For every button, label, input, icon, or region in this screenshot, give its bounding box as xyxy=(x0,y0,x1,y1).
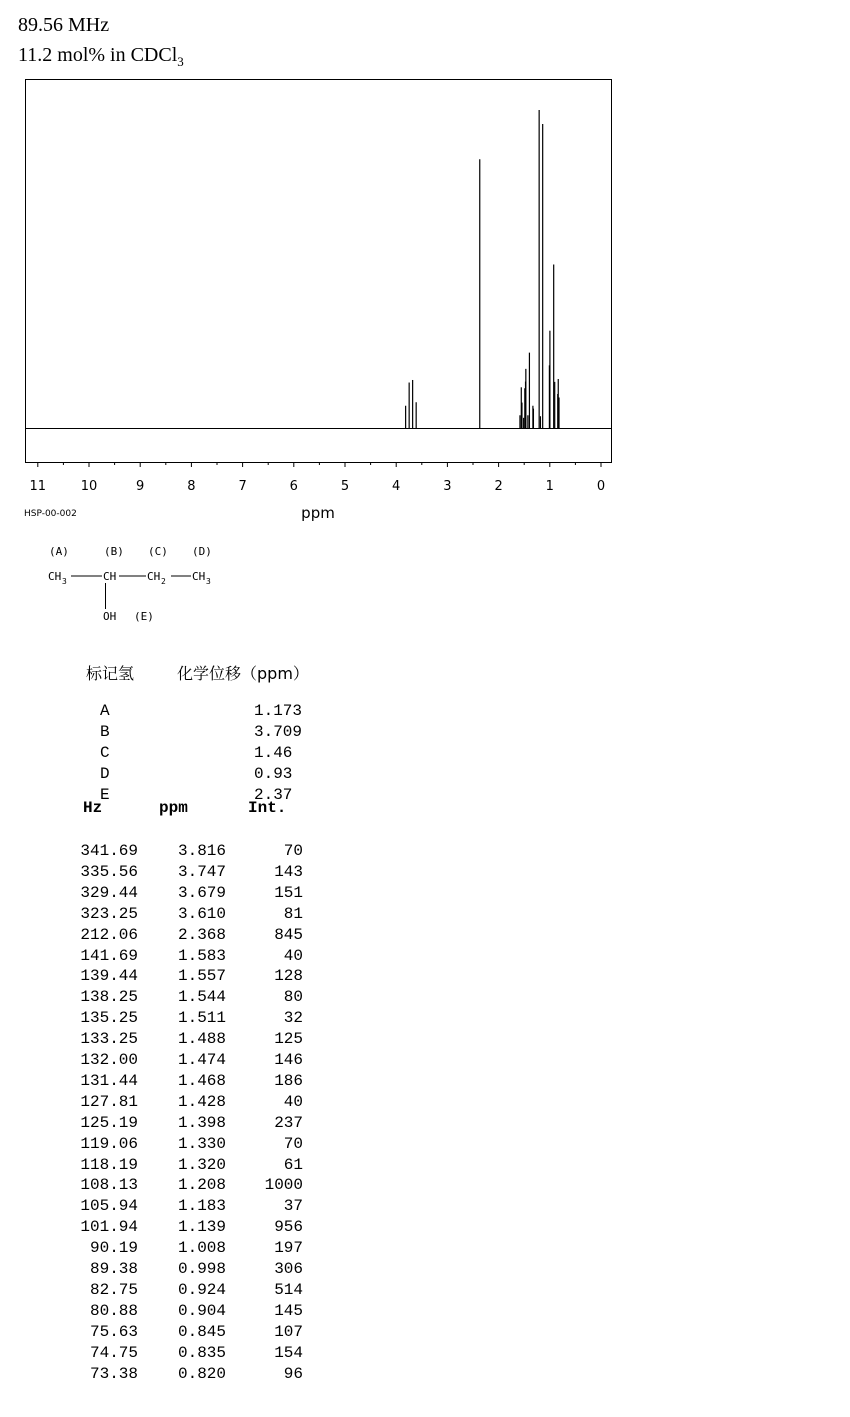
peak-hz: 108.13 xyxy=(80,1176,138,1195)
peak-row xyxy=(0,1114,400,1135)
peak-row xyxy=(0,1197,400,1218)
peak-row xyxy=(0,1260,400,1281)
peak-hz: 101.94 xyxy=(80,1218,138,1237)
peak-row xyxy=(0,1176,400,1197)
peak-ppm: 0.820 xyxy=(177,1364,226,1383)
peak-row xyxy=(0,947,400,968)
peak-int: 96 xyxy=(283,1364,303,1383)
peak-hz: 127.81 xyxy=(80,1092,138,1111)
peak-int: 80 xyxy=(283,988,303,1007)
x-tick-label: 3 xyxy=(443,479,452,494)
peak-int: 306 xyxy=(274,1260,303,1278)
spectrum-peaks xyxy=(406,110,559,428)
peak-int: 186 xyxy=(274,1071,303,1090)
ch2-sub: 2 xyxy=(161,577,166,586)
peak-int: 514 xyxy=(274,1280,303,1299)
assignment-col-shift: 化学位移（ppm） xyxy=(177,664,309,683)
peak-row xyxy=(0,1093,400,1114)
solvent-text: 11.2 mol% in CDCl xyxy=(18,44,178,66)
assignment-value: 3.709 xyxy=(254,723,303,741)
label-a: (A) xyxy=(49,545,69,558)
assignment-label: D xyxy=(100,765,110,783)
label-d: (D) xyxy=(192,545,212,558)
x-tick-label: 7 xyxy=(238,479,247,494)
peak-ppm: 2.368 xyxy=(177,925,226,944)
peak-row xyxy=(0,1072,400,1093)
peak-row xyxy=(0,1323,400,1344)
peak-int: 154 xyxy=(274,1343,303,1362)
peak-ppm: 1.474 xyxy=(177,1051,226,1069)
ch-center: CH xyxy=(103,570,117,583)
x-tick-label: 11 xyxy=(29,479,47,494)
peak-int: 37 xyxy=(283,1197,303,1216)
peak-ppm: 1.008 xyxy=(177,1239,226,1258)
peak-header-ppm: ppm xyxy=(159,799,188,817)
peak-ppm: 1.583 xyxy=(177,946,226,965)
ch3-left-sub: 3 xyxy=(62,577,67,586)
peak-hz: 135.25 xyxy=(80,1009,138,1028)
peak-row xyxy=(0,988,400,1009)
peak-hz: 132.00 xyxy=(80,1051,138,1069)
x-tick-label: 1 xyxy=(545,479,554,494)
peak-ppm: 0.924 xyxy=(177,1280,226,1299)
ch3-right-sub: 3 xyxy=(206,577,211,586)
peak-hz: 89.38 xyxy=(89,1260,138,1278)
label-e: (E) xyxy=(134,610,154,623)
peak-ppm: 0.904 xyxy=(177,1301,226,1320)
peak-hz: 90.19 xyxy=(89,1239,138,1258)
x-tick-label: 8 xyxy=(187,479,196,494)
peak-row xyxy=(0,1281,400,1302)
peak-row xyxy=(0,863,400,884)
peak-ppm: 1.488 xyxy=(177,1030,226,1049)
peak-row xyxy=(0,884,400,905)
peak-int: 197 xyxy=(274,1239,303,1258)
peak-hz: 139.44 xyxy=(80,967,138,986)
peak-hz: 125.19 xyxy=(80,1113,138,1132)
peak-row xyxy=(0,1009,400,1030)
peak-int: 70 xyxy=(283,842,303,860)
peak-ppm: 3.747 xyxy=(177,862,226,881)
peak-hz: 82.75 xyxy=(89,1280,138,1299)
peak-int: 145 xyxy=(274,1301,303,1320)
peak-int: 128 xyxy=(274,967,303,986)
x-axis-label: ppm xyxy=(301,504,335,522)
peak-table-header xyxy=(0,799,400,821)
peak-int: 32 xyxy=(283,1009,303,1028)
peak-header-hz: Hz xyxy=(83,799,103,817)
peak-int: 956 xyxy=(274,1218,303,1237)
peak-row xyxy=(0,926,400,947)
peak-hz: 323.25 xyxy=(80,904,138,923)
peak-row xyxy=(0,842,400,863)
peak-ppm: 1.468 xyxy=(177,1071,226,1090)
peak-ppm: 0.845 xyxy=(177,1322,226,1341)
peak-int: 143 xyxy=(274,862,303,881)
oh-group: OH xyxy=(103,610,117,623)
assignment-label: E xyxy=(100,786,110,804)
peak-row xyxy=(0,1135,400,1156)
peak-ppm: 3.679 xyxy=(177,883,226,902)
peak-ppm: 1.544 xyxy=(177,988,226,1007)
peak-int: 40 xyxy=(283,946,303,965)
peak-row xyxy=(0,1239,400,1260)
peak-int: 70 xyxy=(283,1134,303,1153)
peak-ppm: 1.208 xyxy=(177,1176,226,1195)
solvent-subscript: 3 xyxy=(177,54,184,69)
peak-row xyxy=(0,967,400,988)
peak-ppm: 3.816 xyxy=(177,842,226,860)
peak-row xyxy=(0,1365,400,1386)
structure-diagram xyxy=(0,0,300,640)
peak-int: 151 xyxy=(274,883,303,902)
peak-row xyxy=(0,905,400,926)
ch2: CH xyxy=(147,570,161,583)
peak-hz: 133.25 xyxy=(80,1030,138,1049)
x-tick-label: 6 xyxy=(289,479,298,494)
x-tick-label: 10 xyxy=(80,479,98,494)
peak-int: 81 xyxy=(283,904,303,923)
ch3-left: CH xyxy=(48,570,62,583)
peak-ppm: 1.557 xyxy=(177,967,226,986)
peak-hz: 105.94 xyxy=(80,1197,138,1216)
x-tick-label: 2 xyxy=(494,479,503,494)
assignment-col-label: 标记氢 xyxy=(86,664,135,683)
peak-hz: 341.69 xyxy=(80,842,138,860)
peak-ppm: 0.835 xyxy=(177,1343,226,1362)
ch3-right: CH xyxy=(192,570,206,583)
assignment-value: 1.173 xyxy=(254,702,303,720)
assignment-value: 2.37 xyxy=(254,786,293,804)
peak-ppm: 0.998 xyxy=(177,1260,226,1278)
peak-ppm: 3.610 xyxy=(177,904,226,923)
peak-header-int: Int. xyxy=(248,799,287,817)
peak-int: 1000 xyxy=(264,1176,303,1195)
peak-ppm: 1.428 xyxy=(177,1092,226,1111)
peak-hz: 119.06 xyxy=(80,1134,138,1153)
peak-row xyxy=(0,1218,400,1239)
peak-ppm: 1.320 xyxy=(177,1155,226,1174)
peak-hz: 335.56 xyxy=(80,862,138,881)
assignment-label: C xyxy=(100,744,110,762)
peak-hz: 118.19 xyxy=(80,1155,138,1174)
peak-hz: 329.44 xyxy=(80,883,138,902)
peak-row xyxy=(0,1344,400,1365)
peak-hz: 141.69 xyxy=(80,946,138,965)
label-b: (B) xyxy=(104,545,124,558)
peak-row xyxy=(0,1302,400,1323)
peak-ppm: 1.139 xyxy=(177,1218,226,1237)
peak-ppm: 1.511 xyxy=(177,1009,226,1028)
peak-int: 107 xyxy=(274,1322,303,1341)
spectrometer-frequency: 89.56 MHz xyxy=(18,14,110,36)
peak-hz: 80.88 xyxy=(89,1301,138,1320)
x-tick-label: 9 xyxy=(136,479,145,494)
peak-int: 40 xyxy=(283,1092,303,1111)
peak-hz: 212.06 xyxy=(80,925,138,944)
peak-int: 845 xyxy=(274,925,303,944)
assignment-label: B xyxy=(100,723,110,741)
assignment-label: A xyxy=(100,702,110,720)
peak-hz: 75.63 xyxy=(89,1322,138,1341)
peak-row xyxy=(0,1156,400,1177)
x-tick-label: 5 xyxy=(340,479,350,494)
peak-row xyxy=(0,1051,400,1072)
peak-ppm: 1.183 xyxy=(177,1197,226,1216)
peak-hz: 138.25 xyxy=(80,988,138,1007)
peak-int: 125 xyxy=(274,1030,303,1049)
peak-hz: 131.44 xyxy=(80,1071,138,1090)
x-tick-label: 0 xyxy=(596,479,606,494)
peak-ppm: 1.398 xyxy=(177,1113,226,1132)
label-c: (C) xyxy=(148,545,168,558)
peak-ppm: 1.330 xyxy=(177,1134,226,1153)
assignment-value: 0.93 xyxy=(254,765,293,783)
peak-int: 61 xyxy=(283,1155,303,1174)
x-tick-label: 4 xyxy=(392,479,401,494)
peak-int: 237 xyxy=(274,1113,303,1132)
spectrum-code: HSP-00-002 xyxy=(24,509,77,519)
peak-row xyxy=(0,1030,400,1051)
peak-int: 146 xyxy=(274,1051,303,1069)
peak-hz: 73.38 xyxy=(89,1364,138,1383)
peak-hz: 74.75 xyxy=(89,1343,138,1362)
assignment-value: 1.46 xyxy=(254,744,293,762)
